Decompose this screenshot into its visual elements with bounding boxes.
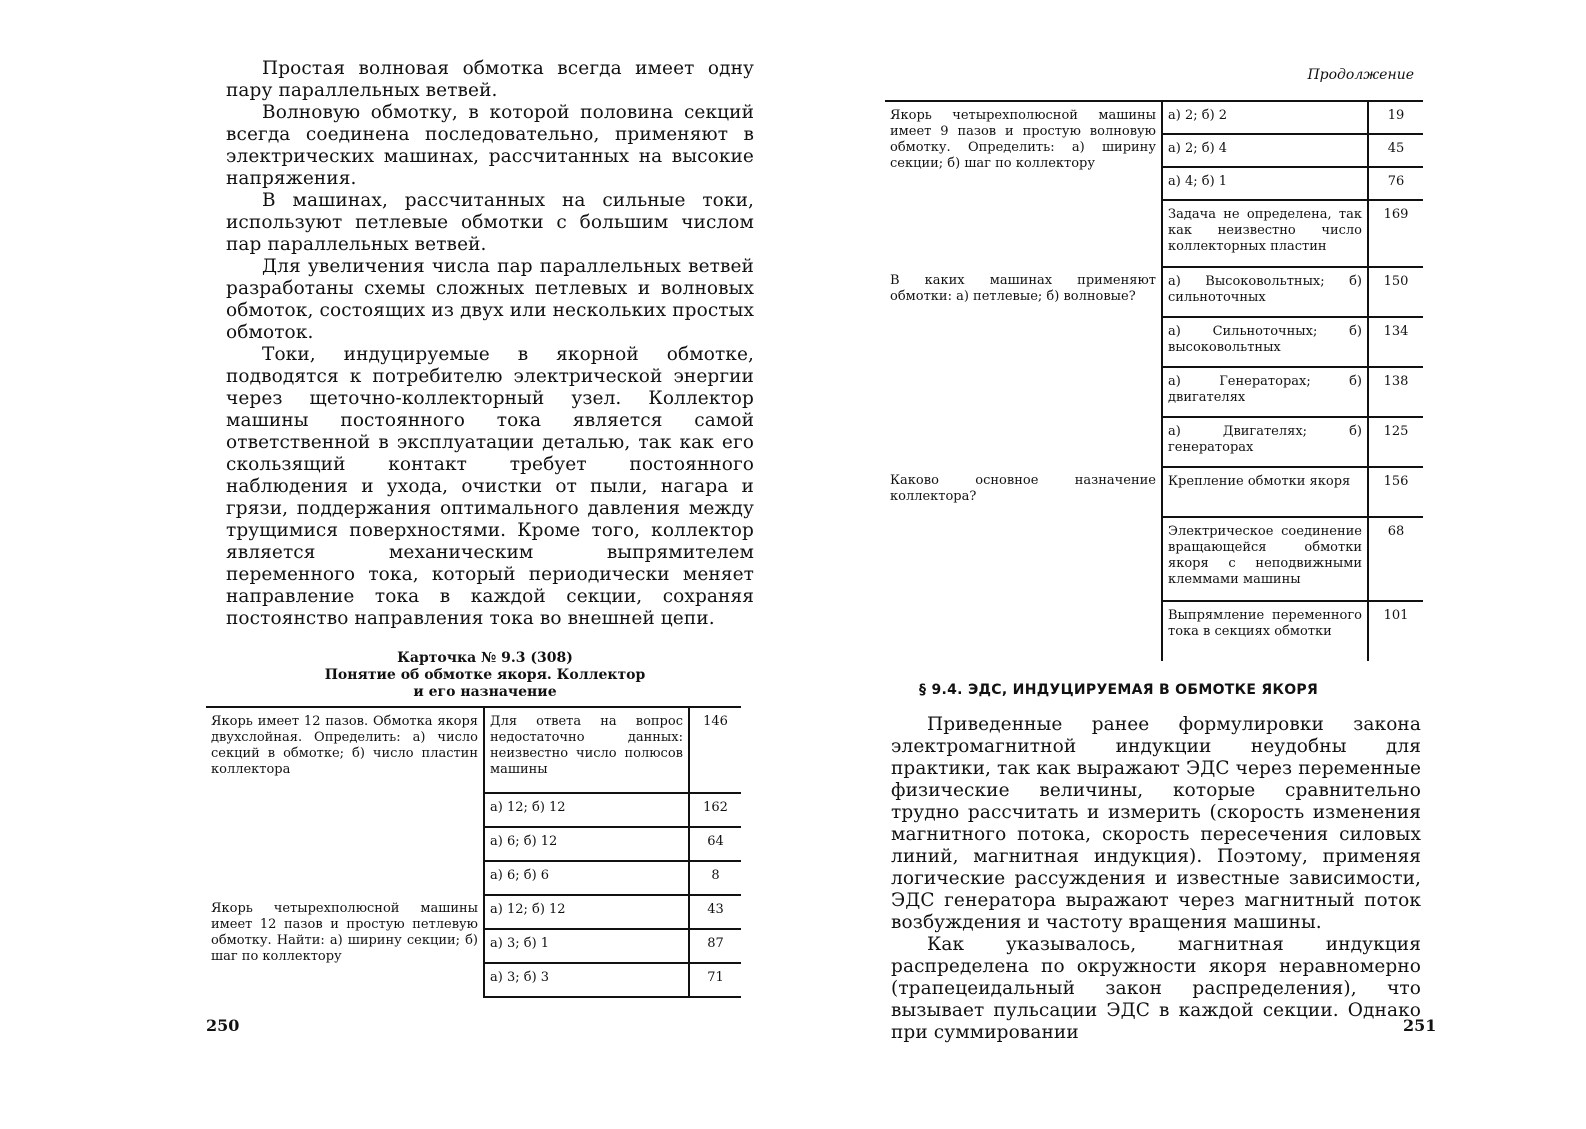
code-cell: 68 (1368, 517, 1423, 601)
answer-cell: а) 2; б) 2 (1162, 101, 1368, 134)
answer-cell: а) 3; б) 1 (484, 929, 689, 963)
answer-cell: Задача не определена, так как неизвестно число коллекторных пластин (1162, 200, 1368, 267)
code-cell: 162 (689, 793, 741, 827)
question-cell: Якорь четырехполюсной машины имеет 12 пазов и простую петлевую обмотку. Найти: а) ширину секции; б) шаг по коллектору (211, 901, 478, 964)
answer-cell: а) 2; б) 4 (1162, 134, 1368, 167)
answer-cell: а) 3; б) 3 (484, 963, 689, 997)
answer-cell: Электрическое соединение вращающейся обмотки якоря с неподвижными клеммами машины (1162, 517, 1368, 601)
code-cell: 146 (689, 707, 741, 793)
continuation-label: Продолжение (1307, 67, 1414, 83)
code-cell: 156 (1368, 467, 1423, 517)
code-cell: 43 (689, 895, 741, 929)
code-cell: 150 (1368, 267, 1423, 317)
answer-cell: а) Сильноточных; б) высоковольтных (1162, 317, 1368, 367)
card-table-right (885, 100, 1423, 661)
code-cell: 19 (1368, 101, 1423, 134)
code-cell: 134 (1368, 317, 1423, 367)
answer-cell: а) Высоковольтных; б) сильноточных (1162, 267, 1368, 317)
code-cell: 169 (1368, 200, 1423, 267)
code-cell: 64 (689, 827, 741, 861)
code-cell: 71 (689, 963, 741, 997)
page-number: 250 (206, 1016, 240, 1035)
paragraph: В машинах, рассчитанных на сильные токи, используют петлевые обмотки с большим числом пар параллельных ветвей. (226, 190, 754, 255)
card-subtitle-2: и его назначение (413, 684, 557, 700)
section-heading: § 9.4. ЭДС, ИНДУЦИРУЕМАЯ В ОБМОТКЕ ЯКОРЯ (919, 682, 1319, 698)
right-page (793, 0, 1586, 1129)
table-row (206, 707, 741, 793)
left-body-text (226, 58, 754, 630)
card-number: Карточка № 9.3 (308) (397, 650, 573, 666)
answer-cell: Крепление обмотки якоря (1162, 467, 1368, 517)
question-cell: В каких машинах применяют обмотки: а) петлевые; б) волновые? (890, 273, 1156, 304)
question-cell: Каково основное назначение коллектора? (890, 473, 1156, 504)
answer-cell: а) 12; б) 12 (484, 895, 689, 929)
table-row (206, 895, 741, 929)
code-cell: 45 (1368, 134, 1423, 167)
card-subtitle: Понятие об обмотке якоря. Коллектор (324, 667, 646, 683)
answer-cell: а) Генераторах; б) двигателях (1162, 367, 1368, 417)
paragraph: Токи, индуцируемые в якорной обмотке, подводятся к потребителю электрической энергии через щеточно-коллекторный узел. Коллектор машины постоянного тока является самой ответственной в эксплуатации деталью, так как его скользящий контакт требует постоянного наблюдения и ухода, очистки от пыли, нагара и грязи, поддержания оптимального давления между трущимися поверхностями. Кроме того, коллектор является механическим выпрямителем переменного тока, который периодически меняет направление тока в каждой секции, сохраняя постоянство направления тока во внешней цепи. (226, 344, 754, 629)
code-cell: 87 (689, 929, 741, 963)
card-table-left (206, 706, 741, 998)
paragraph: Как указывалось, магнитная индукция распределена по окружности якоря неравномерно (трапецеидальный закон распределения), что вызывает пульсации ЭДС в каждой секции. Однако при суммировании (891, 934, 1421, 1043)
paragraph: Приведенные ранее формулировки закона электромагнитной индукции неудобны для практики, так как выражают ЭДС через переменные физические величины, которые сравнительно трудно рассчитать и измерить (скорость изменения магнитного потока, скорость пересечения силовых линий, магнитная индукция). Поэтому, применяя логические рассуждения и известные зависимости, ЭДС генератора выражают через магнитный поток возбуждения и частоту вращения машины. (891, 714, 1421, 933)
answer-cell: а) 6; б) 6 (484, 861, 689, 895)
paragraph: Волновую обмотку, в которой половина секций всегда соединена последовательно, применяют в электрических машинах, рассчитанных на высокие напряжения. (226, 102, 754, 189)
answer-cell: а) 4; б) 1 (1162, 167, 1368, 200)
table-row (885, 101, 1423, 134)
paragraph: Для увеличения числа пар параллельных ветвей разработаны схемы сложных петлевых и волновых обмоток, состоящих из двух или нескольких простых обмоток. (226, 256, 754, 343)
card-title (300, 650, 670, 701)
paragraph: Простая волновая обмотка всегда имеет одну пару параллельных ветвей. (226, 58, 754, 101)
code-cell: 101 (1368, 601, 1423, 661)
right-body-text (891, 714, 1421, 1044)
page-number: 251 (1403, 1016, 1437, 1035)
code-cell: 76 (1368, 167, 1423, 200)
question-cell: Якорь имеет 12 пазов. Обмотка якоря двухслойная. Определить: а) число секций в обмотке; б) число пластин коллектора (206, 707, 484, 895)
answer-cell: а) 12; б) 12 (484, 793, 689, 827)
answer-cell: а) Двигателях; б) генераторах (1162, 417, 1368, 467)
question-cell: Якорь четырехполюсной машины имеет 9 пазов и простую волновую обмотку. Определить: а) ширину секции; б) шаг по коллектору (885, 101, 1162, 267)
table-row (885, 267, 1423, 317)
answer-cell: а) 6; б) 12 (484, 827, 689, 861)
answer-cell: Для ответа на вопрос недостаточно данных: неизвестно число полюсов машины (484, 707, 689, 793)
code-cell: 8 (689, 861, 741, 895)
answer-cell: Выпрямление переменного тока в секциях обмотки (1162, 601, 1368, 661)
code-cell: 138 (1368, 367, 1423, 417)
table-row (885, 467, 1423, 517)
code-cell: 125 (1368, 417, 1423, 467)
